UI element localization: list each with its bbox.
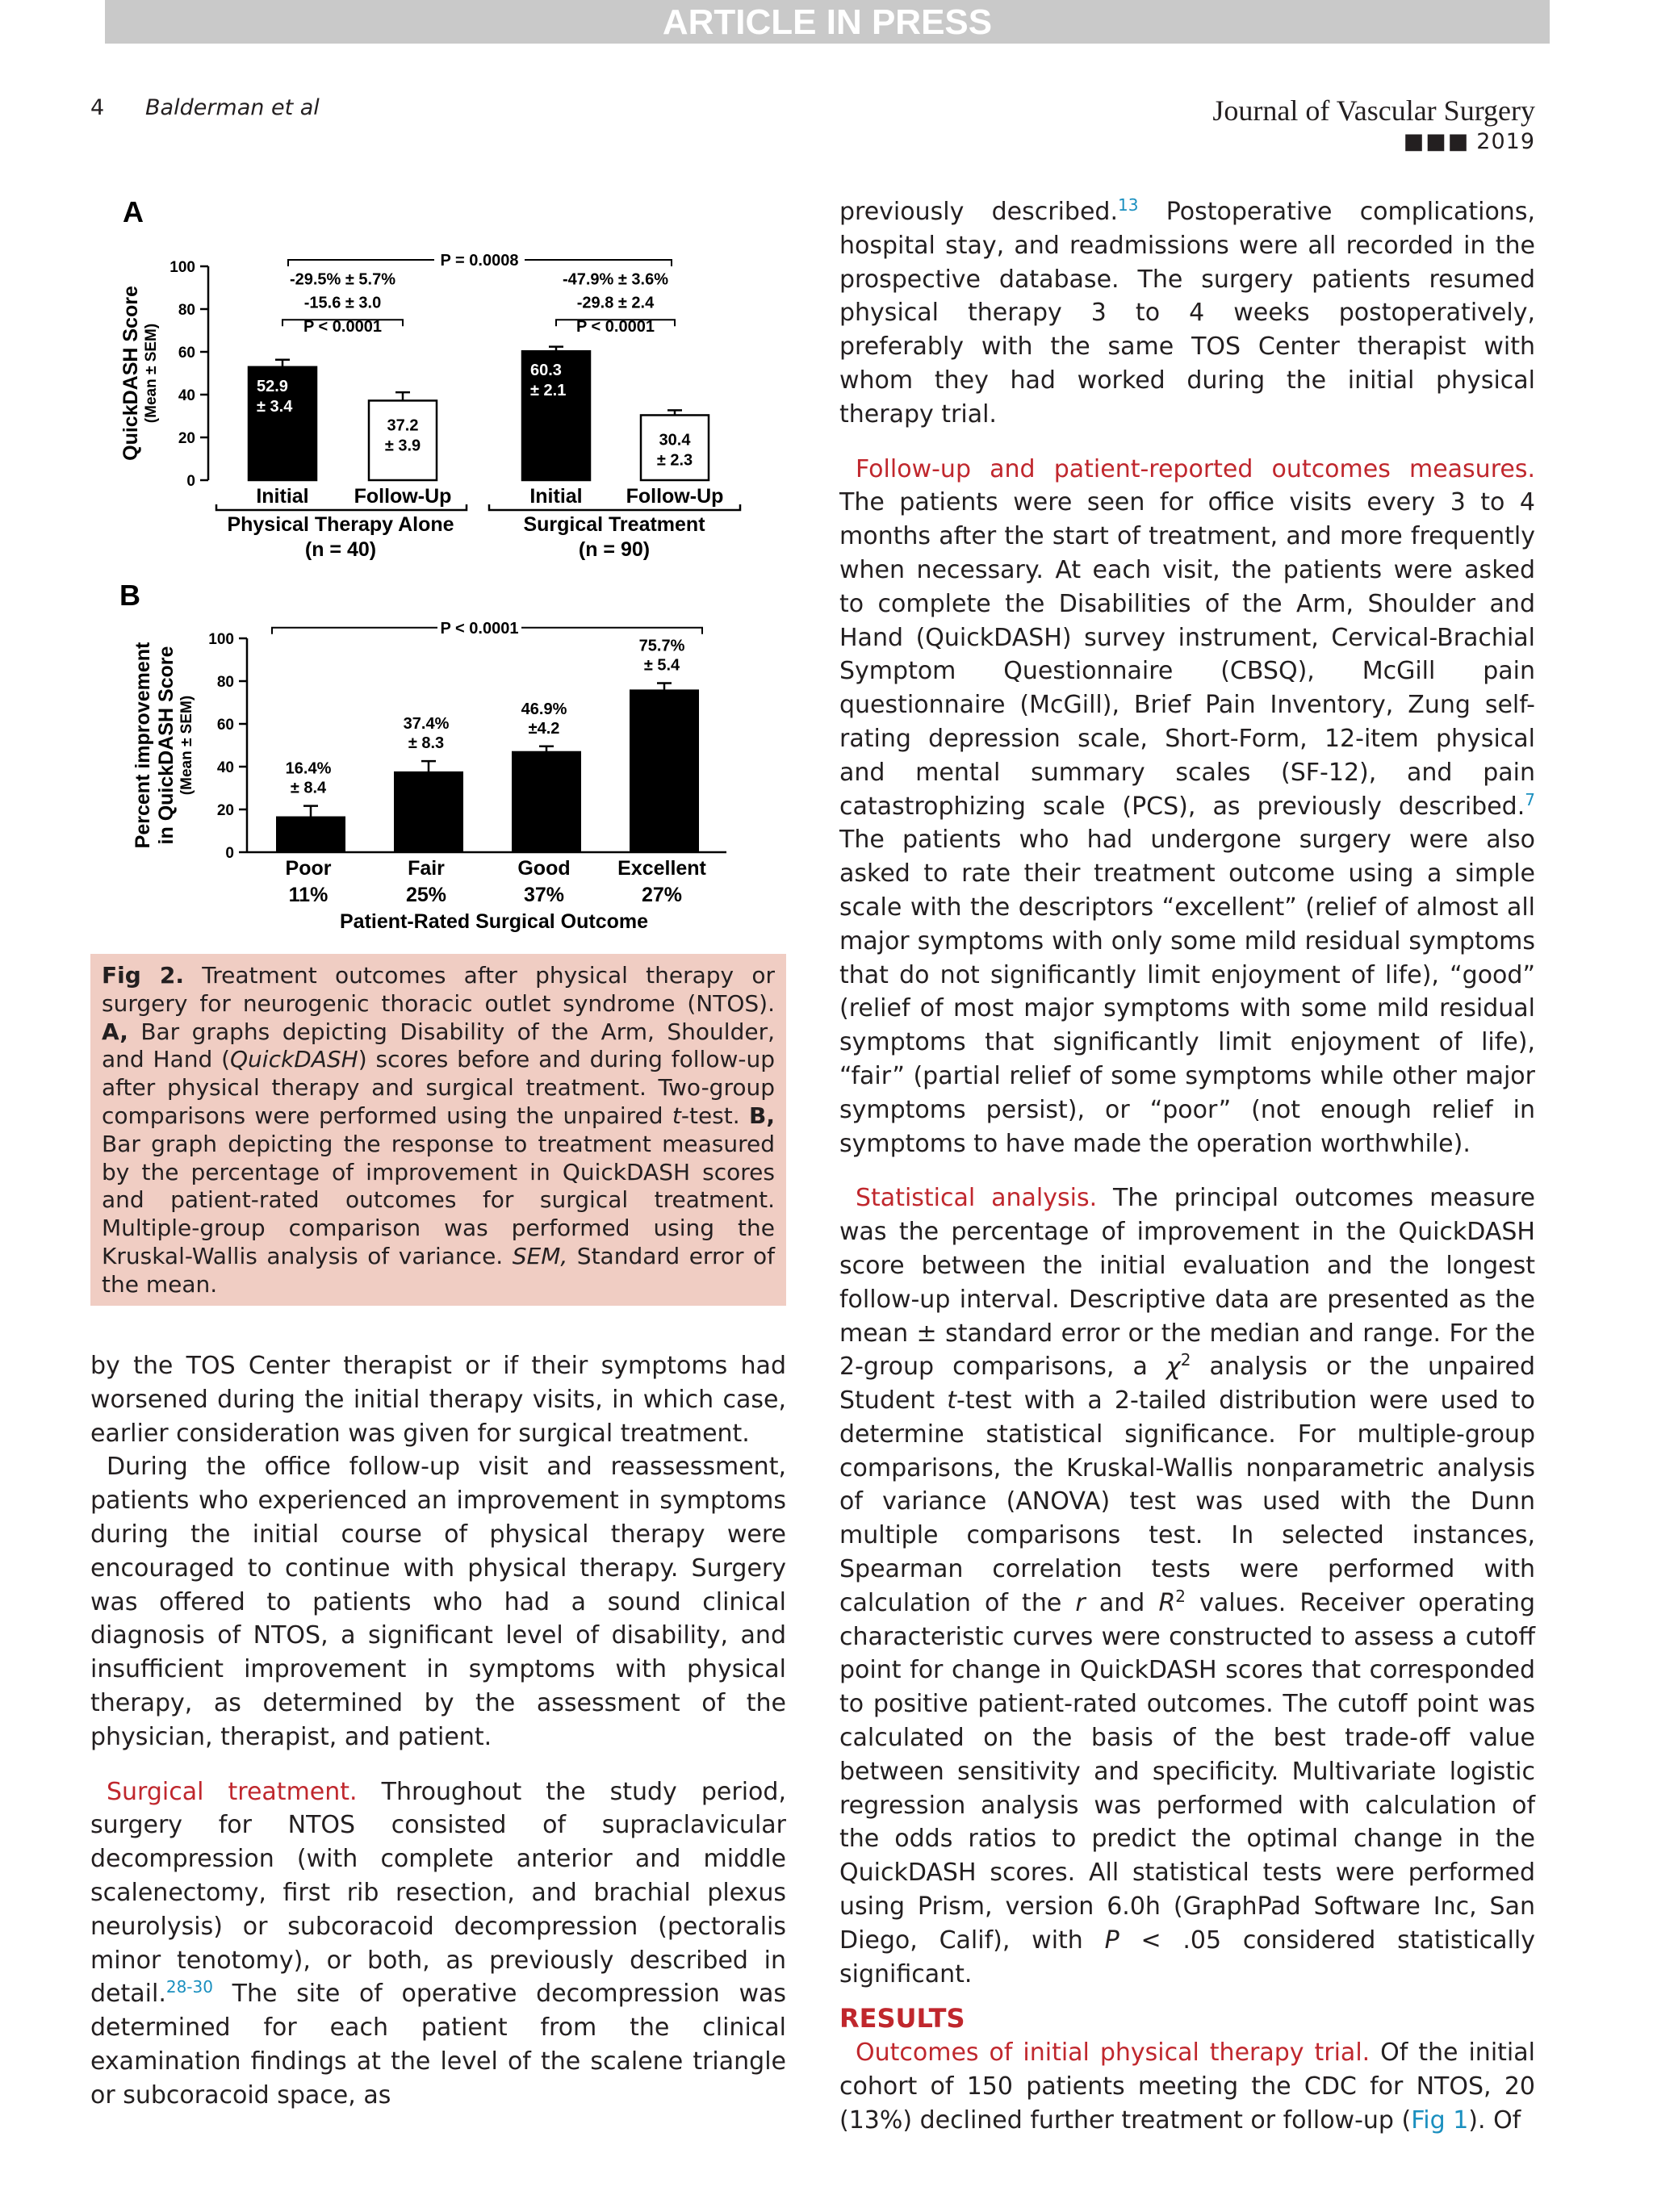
panel-b-y-label: Percent improvement: [132, 642, 154, 849]
panel-b-y-label-3: (Mean ± SEM): [178, 695, 195, 796]
R-symbol: R: [1158, 1588, 1176, 1617]
issue-squares: ■■■: [1403, 129, 1471, 154]
panel-b-category-label: Poor: [285, 857, 332, 880]
panel-a-y-tick-label: 80: [178, 302, 195, 319]
stats-text-2: analysis or the unpaired Student: [839, 1353, 1535, 1415]
caption-label: Fig 2.: [102, 962, 184, 989]
followup-text-1: The patients were seen for office visits every 3 to 4 months after the start of treatment, and more frequently when necessary. At each visit, the patients were asked to complete the Disabilities of the Arm, Shoulder and Hand (QuickDASH) survey instrument, Cervical-Brachial Symptom Questionnaire (CBSQ), McGill pain questionnaire (McGill), Brief Pain Inventory, Zung self-rating depression scale, Short-Form, 12-item physical and mental summary scales (SF-12), and pain catastrophizing scale (PCS), as previously described.: [839, 488, 1535, 821]
caption-t: t: [672, 1102, 681, 1129]
r-symbol: r: [1075, 1588, 1086, 1617]
R-superscript: 2: [1175, 1586, 1186, 1606]
panel-a-sem-label: ± 2.1: [530, 382, 567, 400]
caption-text-4: -test.: [680, 1102, 749, 1129]
t-symbol: t: [947, 1386, 956, 1415]
caption-text-1: Treatment outcomes after physical therapy or surgery for neurogenic thoracic outlet syndrome (NTOS).: [102, 962, 776, 1017]
panel-a-pct-change: -29.5% ± 5.7%: [289, 270, 396, 289]
panel-a-category-label: Initial: [529, 485, 583, 508]
caption-text-6: Standard error of the mean.: [102, 1242, 776, 1298]
panel-a-category-label: Follow-Up: [626, 485, 724, 508]
panel-a-comparison-p: P < 0.0001: [303, 317, 382, 336]
right-paragraph-1: [839, 195, 1535, 432]
chi-symbol: χ: [1165, 1353, 1181, 1382]
stats-text-3: -test with a 2-tailed distribution were used to determine statistical significance. For multiple-group comparisons, the Kruskal-Wallis nonparametric analysis of variance (ANOVA) test was used with the Dunn multiple comparisons test. In selected instances, Spearman correlation tests were performed with calculation of the: [839, 1386, 1535, 1617]
panel-a-category-label: Follow-Up: [354, 485, 452, 508]
P-symbol: P: [1104, 1926, 1119, 1955]
page-number: 4: [90, 95, 105, 120]
panel-b-y-tick-label: 40: [216, 759, 234, 776]
panel-a-y-label-2: (Mean ± SEM): [143, 323, 160, 424]
panel-b-category-label: Fair: [408, 857, 445, 880]
surgical-treatment-heading: Surgical treatment.: [107, 1777, 358, 1806]
stats-text-4: values. Receiver operating characteristic curves were constructed to assess a cutoff point for change in QuickDASH scores that corresponded to positive patient-rated outcomes. The cutoff point was calculated on the basis of the best trade-off value between sensitivity and specificity. Multivariate logistic regression analysis was performed with calculation of the odds ratios to predict the optimal change in the QuickDASH scores. All statistical tests were performed using Prism, version 6.0h (GraphPad Software Inc, San Diego, Calif), with: [839, 1588, 1536, 1955]
panel-b-value-label: 75.7%: [638, 637, 685, 655]
panel-b-sem-label: ± 5.4: [643, 656, 680, 675]
panel-b-category-pct: 37%: [523, 884, 565, 906]
statistical-analysis-heading: Statistical analysis.: [856, 1184, 1098, 1213]
results-text-1: Of the initial cohort of 150 patients meeting the CDC for NTOS, 20 (13%) declined further treatment or follow-up (: [839, 2038, 1535, 2135]
reference-link[interactable]: 28-30: [165, 1977, 213, 1997]
panel-a-category-label: Initial: [256, 485, 309, 508]
reference-link[interactable]: 13: [1118, 195, 1139, 215]
panel-b-sem-label: ± 8.4: [290, 779, 327, 797]
caption-sem: SEM,: [512, 1242, 568, 1269]
panel-a-y-tick-label: 20: [178, 430, 195, 447]
surgical-text-2: The site of operative decompression was determined for each patient from the clinical examination findings at the level of the scalene triangle or subcoracoid space, as: [90, 1980, 786, 2110]
panel-a-group-n: (n = 40): [304, 538, 377, 561]
panel-a-pct-change: -47.9% ± 3.6%: [562, 270, 669, 289]
panel-b-value-label: 46.9%: [521, 700, 567, 718]
panel-b-value-label: 16.4%: [285, 759, 332, 778]
caption-a-label: A,: [102, 1018, 128, 1045]
panel-b-y-tick-label: 60: [216, 717, 234, 734]
panel-a-abs-change: -29.8 ± 2.4: [576, 294, 655, 312]
panel-b-sem-label: ± 8.3: [408, 734, 445, 753]
panel-b-category-pct: 11%: [288, 884, 329, 906]
panel-a-between-bracket-left: [288, 260, 434, 266]
panel-a-group-name: Physical Therapy Alone: [227, 513, 454, 536]
panel-b-bar: [277, 817, 345, 852]
results-paragraph: [839, 2036, 1535, 2137]
panel-b-y-tick-label: 80: [216, 674, 234, 691]
issue-year: 2019: [1476, 129, 1535, 154]
fig-1-link[interactable]: Fig 1: [1411, 2105, 1469, 2135]
stats-and: and: [1085, 1588, 1159, 1617]
journal-title: Journal of Vascular Surgery: [1212, 94, 1535, 127]
article-in-press-banner: ARTICLE IN PRESS: [105, 0, 1550, 44]
panel-b-sem-label: ±4.2: [528, 719, 560, 738]
panel-b-category-label: Good: [517, 857, 571, 880]
followup-heading: Follow-up and patient-reported outcomes measures.: [856, 454, 1535, 483]
caption-quickdash: QuickDASH: [230, 1046, 358, 1073]
right-column: [839, 195, 1535, 2138]
panel-a-value-label: 60.3: [530, 362, 562, 380]
panel-a-y-tick-label: 60: [178, 345, 195, 362]
panel-a-group-name: Surgical Treatment: [523, 513, 705, 536]
panel-a-abs-change: -15.6 ± 3.0: [303, 294, 382, 312]
panel-b-p-bracket-left: [272, 628, 437, 634]
figure-2: [113, 198, 791, 948]
panel-b-category-pct: 25%: [405, 884, 447, 906]
chi-superscript: 2: [1180, 1350, 1191, 1370]
left-paragraph-2: During the office follow-up visit and reassessment, patients who experienced an improvement in symptoms during the initial course of physical therapy were encouraged to continue with physical therapy. Surgery was offered to patients who had a sound clinical diagnosis of NTOS, a significant level of disability, and insufficient improvement in symptoms with physical therapy, as determined by the assessment of the physician, therapist, and patient.: [90, 1453, 786, 1751]
panel-b-category-pct: 27%: [641, 884, 683, 906]
surgical-treatment-paragraph: [90, 1775, 786, 2113]
left-paragraph-1: by the TOS Center therapist or if their symptoms had worsened during the initial therapy visits, in which case, earlier consideration was given for surgical treatment.: [90, 1352, 786, 1448]
panel-a-y-tick-label: 40: [178, 387, 195, 404]
panel-b-bar: [630, 690, 698, 852]
panel-a-between-bracket-right: [525, 260, 672, 266]
followup-paragraph: [839, 453, 1535, 1161]
panel-b-value-label: 37.4%: [403, 715, 450, 734]
caption-text-2: Bar graphs depicting Disability of the Arm, Shoulder, and Hand (: [102, 1018, 775, 1073]
results-heading: RESULTS: [839, 2003, 965, 2034]
figure-caption: [90, 954, 786, 1306]
results-text-2: ). Of: [1468, 2105, 1521, 2135]
caption-text-5: Bar graph depicting the response to treatment measured by the percentage of improvement in QuickDASH scores and patient-rated outcomes for surgical treatment. Multiple-group comparison was performed using the Kruskal-Wallis analysis of variance.: [102, 1130, 775, 1269]
panel-a-value-label: 37.2: [387, 416, 419, 435]
statistical-analysis-paragraph: [839, 1181, 1535, 1991]
panel-a-sem-label: ± 3.9: [384, 437, 421, 455]
stats-text-1: The principal outcomes measure was the percentage of improvement in the QuickDASH score between the initial evaluation and the longest follow-up interval. Descriptive data are presented as the mean ± standard error or the median and range. For the 2-group comparisons, a: [839, 1184, 1536, 1382]
panel-b-bar: [395, 772, 462, 852]
followup-text-2: The patients who had undergone surgery were also asked to rate their treatment outcome using a simple scale with the descriptors “excellent” (relief of almost all major symptoms with only some mild residual symptoms that do not significantly limit enjoyment of life), “good” (relief of most major symptoms with some mild residual symptoms that significantly limit enjoyment of life), “fair” (partial relief of some symptoms while other major symptoms persist), or “poor” (not enough relief in symptoms to have made the operation worthwhile).: [839, 826, 1535, 1158]
panel-b-category-label: Excellent: [617, 857, 706, 880]
panel-a-sem-label: ± 2.3: [656, 451, 693, 470]
panel-b-y-tick-label: 20: [216, 802, 234, 819]
panel-b-chart: [119, 579, 726, 933]
panel-a-group-n: (n = 90): [578, 538, 651, 561]
panel-a-chart: [119, 198, 740, 561]
panel-a-sem-label: ± 3.4: [257, 397, 293, 416]
panel-a-value-label: 52.9: [257, 377, 288, 395]
reference-link[interactable]: 7: [1525, 789, 1535, 809]
panel-b-overall-p: P < 0.0001: [440, 619, 519, 638]
panel-a-comparison-p: P < 0.0001: [576, 317, 655, 336]
panel-a-y-tick-label: 0: [186, 473, 195, 490]
panel-b-y-label-2: in QuickDASH Score: [155, 646, 178, 845]
panel-b-x-label: Patient-Rated Surgical Outcome: [339, 910, 649, 933]
running-authors: Balderman et al: [145, 95, 320, 120]
panel-a-between-p: P = 0.0008: [440, 252, 519, 270]
panel-a-y-tick-label: 100: [169, 259, 195, 276]
panel-b-bar: [513, 752, 580, 852]
right-text-1a: previously described.: [839, 198, 1119, 226]
initial-pt-heading: Outcomes of initial physical therapy trial.: [856, 2038, 1371, 2068]
panel-b-y-tick-label: 100: [208, 631, 234, 648]
panel-a-label: A: [123, 198, 144, 228]
panel-a-y-label: QuickDASH Score: [119, 286, 142, 461]
panel-b-label: B: [119, 579, 140, 612]
left-column: [90, 1349, 786, 2113]
right-text-1b: Postoperative complications, hospital stay, and readmissions were all recorded in the prospective database. The surgery patients resumed physical therapy 3 to 4 weeks postoperatively, preferably with the same TOS Center therapist with whom they had worked during the initial physical therapy trial.: [839, 198, 1535, 429]
caption-b-label: B,: [749, 1102, 775, 1129]
caption-text-3: ) scores before and during follow-up after physical therapy and surgical treatment. Two-group comparisons were performed using the unpaired: [102, 1046, 775, 1129]
panel-a-value-label: 30.4: [659, 431, 691, 450]
stats-text-5: < .05 considered statistically significant.: [839, 1926, 1535, 1988]
panel-b-y-tick-label: 0: [225, 845, 234, 862]
issue-info: [1404, 129, 1535, 154]
panel-b-p-bracket-right: [521, 628, 702, 634]
surgical-text-1: Throughout the study period, surgery for NTOS consisted of supraclavicular decompression (with complete anterior and middle scalenectomy, first rib resection, and brachial plexus neurolysis) or subcoracoid decompression (pectoralis minor tenotomy), or both, as previously described in detail.: [90, 1777, 786, 2009]
